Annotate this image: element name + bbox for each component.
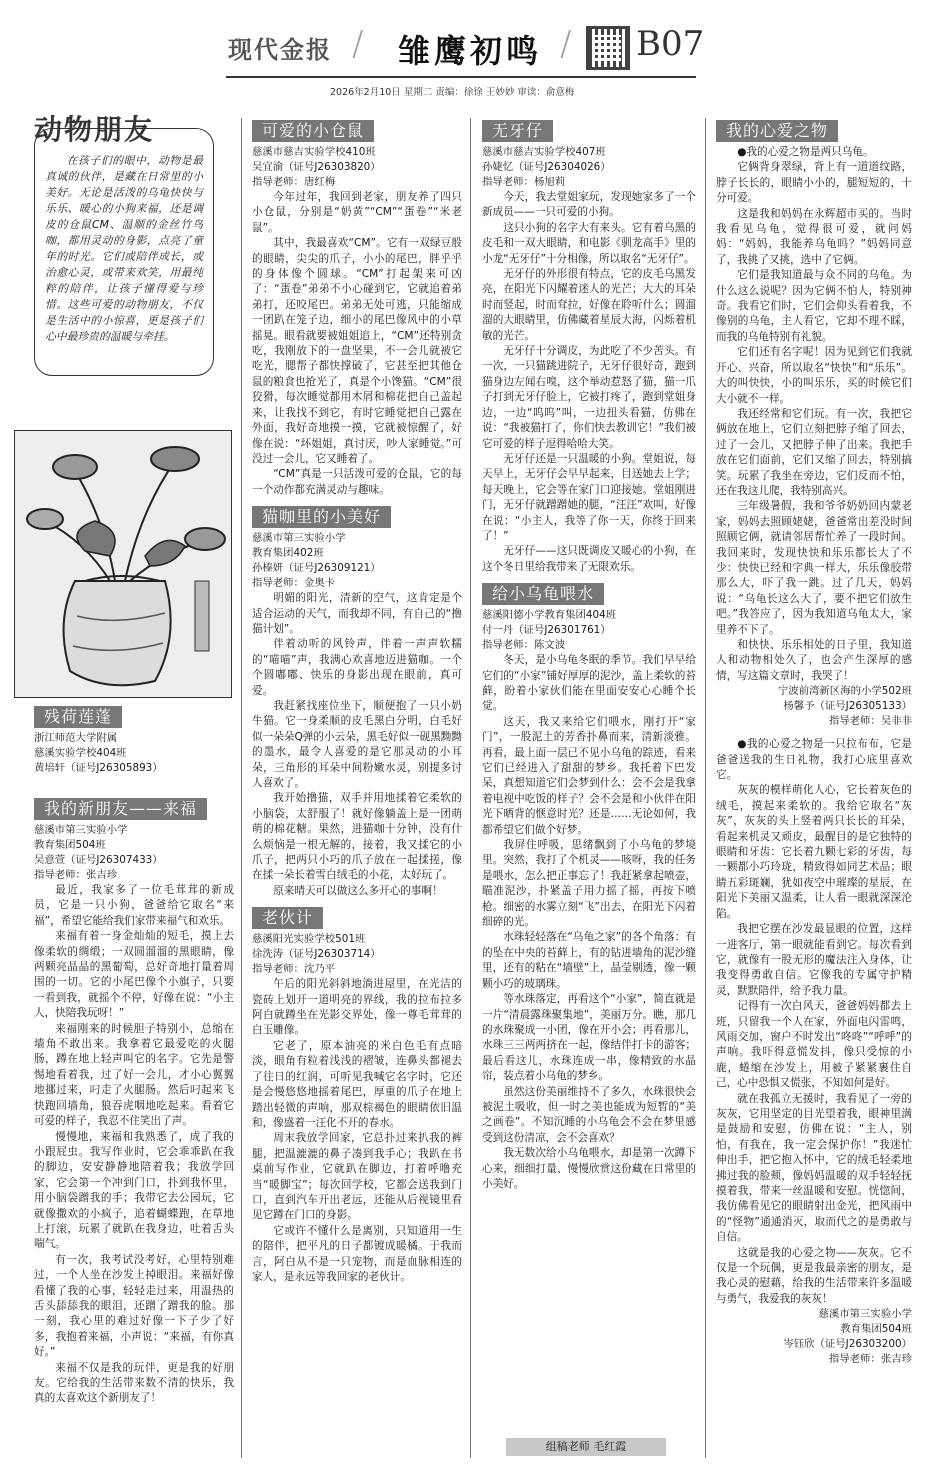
article-paragraph: 来福不仅是我的玩伴，更是我的好朋友。它给我的生活带来数不清的快乐，我真的太喜欢这个新朋友了！ <box>34 1361 234 1405</box>
article-school: 慈溪阳光实验学校501班 <box>252 933 366 946</box>
article-author: 吴意萱（证号J26307433） <box>34 854 163 866</box>
column-divider <box>705 118 706 1458</box>
article-paragraph: 周末我放学回家，它总扑过来扒我的裤腿，把温漉漉的鼻子凑到我手心；我趴在书桌前写作业，它就趴在脚边，打着呼噜充当“暖脚宝”；每次回学校，它都会送我到门口，直到汽车开出老远，还能从后视镜里看见它蹲在门口的身影。 <box>252 1132 462 1222</box>
article-paragraph: ●我的心爱之物是两只乌龟。 <box>737 146 874 158</box>
article-paragraph: 就在我孤立无援时，我看见了一旁的灰灰，它用坚定的目光望着我，眼神里满是鼓励和安慰，仿佛在说：“主人，别怕，有我在，我一定会保护你！”我迷忙伸出手，把它抱入怀中，它的绒毛轻柔地拂过我的脸颊，像妈妈温暖的双手轻轻抚摸着我，带来一丝温暖和安慰。恍惚间，我仿佛看见它的眼睛射出金光，把风雨中的“怪物”通通消灭，取而代之的是勇敢与自信。 <box>716 1092 912 1244</box>
article-title-tag: 我的新朋友——来福 <box>34 798 207 820</box>
article-toothless <box>482 116 696 1192</box>
article-author: 杨馨予（证号J26305133） <box>783 700 912 713</box>
article-paragraph: 午后的阳光斜斜地淌进屋里，在光洁的瓷砖上划开一道明亮的界线，我的拉布拉多阿白就蹲坐在光影交界处，像一尊毛茸茸的白玉雕像。 <box>252 978 462 1037</box>
article-paragraph: 无牙仔——这只既调皮又暖心的小狗，在这个冬日里给我带来了无限欢乐。 <box>482 545 696 573</box>
article-teacher: 指导老师：杨旭莉 <box>482 176 566 188</box>
article-paragraph: 水珠轻轻落在“乌龟之家”的各个角落：有的坠在中央的苔藓上，有的钻进墙角的泥沙缝里，还有的粘在“墙壁”上，晶莹剔透，像一颗颗小巧的玻璃珠。 <box>482 931 696 990</box>
article-paragraph: 原来晴天可以做这么多开心的事啊！ <box>273 884 443 897</box>
feature-title: 动物朋友 <box>34 113 155 146</box>
qr-code-icon[interactable] <box>586 26 630 70</box>
article-author: 吴宜渝（证号J26303820） <box>252 161 381 173</box>
header-rule <box>226 76 696 78</box>
article-paragraph: 慢慢地，来福和我熟悉了，成了我的小跟屁虫。我写作业时，它会乖乖趴在我的脚边，安安静静地陪着我；我放学回家，它会第一个冲到门口，扑到我怀里，用小脑袋蹭我的手；我带它去公园玩，它就像撒欢的小疯子，追着蝴蝶跑，在草地上打滚，玩累了就趴在我身边，吐着舌头喘气。 <box>34 1130 234 1251</box>
editor-credit: 组稿老师 毛红霞 <box>506 1438 666 1456</box>
article-paragraph: “CM”真是一只活泼可爱的仓鼠，它的每一个动作都充满灵动与趣味。 <box>252 468 462 496</box>
article-paragraph: 我屏住呼吸，思绪飘到了小乌龟的梦境里。突然，我打了个机灵——咳呀，我的任务是喂水，怎么把正事忘了！我赶紧拿起喷壶，瞄准泥沙，扑紧盖子用力摇了摇，再按下喷枪。细密的水雾立刻“飞”出去，在阳光下闪着细碎的光。 <box>482 839 696 929</box>
article-author: 岑钰欣（证号J26303200） <box>783 1338 912 1351</box>
article-author: 付一丹（证号J26301761） <box>482 624 611 637</box>
newspaper-brand: 现代金报 <box>228 36 332 64</box>
article-school: 慈溪市慈吉实验学校410班 <box>252 146 376 158</box>
painting-school: 浙江师范大学附属 <box>34 732 118 744</box>
article-author: 徐洗涛（证号J26303714） <box>252 948 381 961</box>
column-divider <box>470 118 471 1458</box>
article-paragraph: 它或许不懂什么是离别，只知道用一生的陪伴，把平凡的日子都镀成暖橘。于我而言，阿白从不是一只宠物，而是血脉相连的家人，是永远等我回家的老伙计。 <box>252 1224 462 1283</box>
article-paragraph: 今天，我去堂姐家玩，发现她家多了一个新成员——一只可爱的小狗。 <box>482 191 696 219</box>
article-school: 慈溪阳德小学教育集团404班 <box>482 609 617 622</box>
article-paragraph: 冬天，是小乌龟冬眠的季节。我们早早给它们的“小家”铺好厚厚的泥沙，盖上柔软的苔藓，盼着小家伙们能在里面安安心心睡个长觉。 <box>482 654 696 713</box>
dateline: 2026年2月10日 星期二 责编：徐徐 王妙妙 审读：俞意梅 <box>330 87 575 98</box>
article-paragraph: 和快快、乐乐相处的日子里，我知道人和动物相处久了，也会产生深厚的感情，写这篇文章时，我哭了！ <box>716 639 912 682</box>
article-school: 慈溪市第三实验小学 <box>34 824 128 836</box>
article-teacher: 指导老师：唐红梅 <box>252 176 336 188</box>
article-title-tag: 我的心爱之物 <box>716 120 838 142</box>
article-author: 孙榛妍（证号J26309121） <box>252 562 381 575</box>
article-paragraph: 我无数次给小乌龟喂水，却是第一次蹲下心来，细细打量、慢慢欣赏这份藏在日常里的小美好。 <box>482 1147 696 1190</box>
article-school: 慈溪市慈吉实验学校407班 <box>482 146 606 158</box>
article-paragraph: 无牙仔十分调皮，为此吃了不少苦头。有一次，一只猫跳进院子，无牙仔很好奇，跑到猫身边左闻右嗅，这个举动惹怒了猫，猫一爪子打到无牙仔脸上，它被打疼了，跑到堂姐身边，一边“呜呜”叫，一边扭头看猫，仿佛在说：“我被猫打了，你们快去教训它！”我们被它可爱的样子逗得哈哈大笑。 <box>482 345 696 450</box>
article-paragraph: 虽然这份美丽维持不了多久，水珠很快会被泥土吸收，但一时之美也能成为短暂的“美之画卷”。不知沉睡的小乌龟会不会在梦里感受到这份清凉，会不会喜欢？ <box>482 1085 696 1144</box>
article-hamster <box>252 116 462 1285</box>
painting-class: 慈溪实验学校404班 <box>34 747 127 759</box>
article-paragraph: 三年级暑假，我和爷爷奶奶回内蒙老家，妈妈去照顾姥姥，爸爸常出差没时间照顾它俩，就请邻居帮忙养了一段时间。我回来时，发现快快和乐乐都长大了不少：快快已经和字典一样大，乐乐像胶带那么大，吓了我一跳。过了几天，妈妈说：“乌龟长这么大了，要不把它们放生吧。”我答应了，因为我知道乌龟太大，家里养不下了。 <box>716 500 912 636</box>
section-title: 雏鹰初鸣 <box>398 32 543 70</box>
article-paragraph: 有一次，我考试没考好，心里特别难过，一个人坐在沙发上掉眼泪。来福好像看懂了我的心事，轻轻走过来，用温热的舌头舔舔我的眼泪，还蹭了蹭我的脸。那一刻，我心里的难过好像一下子少了好多，我抱着来福，小声说：“来福，有你真好。” <box>34 1253 234 1359</box>
article-class: 教育集团504班 <box>840 1323 912 1336</box>
article-teacher: 指导老师：张吉珍 <box>34 869 118 881</box>
article-paragraph: 它们是我知道最与众不同的乌龟。为什么这么说呢？因为它俩不怕人，特别神奇。我看它们时，它们会仰头看着我，不像别的乌龟，主人看它，它却不理不睬，而我的乌龟特别有礼貌。 <box>716 269 912 343</box>
article-title-tag: 猫咖里的小美好 <box>252 506 391 528</box>
divider-slash: / <box>352 24 364 64</box>
article-paragraph: 灰灰的模样萌化人心，它长着灰色的绒毛，摸起来柔软的。我给它取名“灰灰”，灰灰的头上竖着两只长长的耳朵，看起来机灵又顽皮，最醒目的是它独特的眼睛和牙齿：它长着九颗七彩的牙齿，每一颗都小巧玲珑，精致得如同艺术品；眼睛五彩斑斓，犹如夜空中璀璨的星辰，在阳光下美丽又温柔，让人看一眼就深深沦陷。 <box>716 784 912 920</box>
article-paragraph: 明媚的阳光，清新的空气，这肯定是个适合运动的天气，而我却不同，有自己的“撸猫计划”。 <box>252 592 462 635</box>
article-class: 教育集团504班 <box>34 839 106 851</box>
column-divider <box>241 118 242 1458</box>
article-paragraph: 来福刚来的时候胆子特别小，总缩在墙角不敢出来。我拿着它最爱吃的火腿肠，蹲在地上轻声叫它的名字。它先是警惕地看着我，过了好一会儿，才小心翼翼地挪过来，叼走了火腿肠。然后叼起来飞快跑回墙角，狼吞虎咽地吃起来。看着它可爱的样子，我忍不住笑出了声。 <box>34 1022 234 1128</box>
article-paragraph: 等水珠落定，再看这个“小家”，简直就是一片“清晨露珠聚集地”，美丽万分。瞧，那几的水珠聚成一小团，像在开小会；再看那儿，水珠三三两两挤在一起，像结伴打卡的游客；最后看这儿，水珠连成一串，像精致的水晶帘，装点着小乌龟的梦乡。 <box>482 993 696 1083</box>
feature-intro: 在孩子们的眼中，动物是最真诚的伙伴，是藏在日常里的小美好。无论是活泼的乌龟快快与乐乐、暖心的小狗来福，还是调皮的仓鼠CM、温顺的金丝竹鸟咖，都用灵动的身影，点亮了童年的时光。它们或陪伴成长，或治愈心灵，或带来欢笑，用最纯粹的陪伴，让孩子懂得爱与珍惜。这些可爱的动物朋友，不仅是生活中的小惊喜，更是孩子们心中最珍贵的温暖与牵挂。 <box>34 128 214 376</box>
article-paragraph: ●我的心爱之物是一只拉布布，它是爸爸送我的生日礼物，我打心底里喜欢它。 <box>716 738 912 782</box>
article-paragraph: 我还经常和它们玩。有一次，我把它俩放在地上，它们立刻把脖子缩了回去，过了一会儿，又把脖子伸了出来。我把手放在它们面前，它们又缩了回去，特别搞笑。玩累了我坐在旁边，它们反而不怕，还在我这儿爬，我特别高兴。 <box>716 407 912 497</box>
article-beloved-things <box>716 116 912 1367</box>
article-paragraph: 今年过年，我回到老家，朋友养了四只小仓鼠，分别是“奶黄”“CM”“蛋卷”“米老鼠”。 <box>252 191 462 234</box>
article-paragraph: 这就是我的心爱之物——灰灰。它不仅是一个玩偶，更是我最亲密的朋友，是我心灵的慰藉，给我的生活带来许多温暖与勇气，我爱我的灰灰！ <box>716 1246 912 1305</box>
article-paragraph: 这只小狗的名字大有来头。它有着乌黑的皮毛和一双大眼睛，和电影《驯龙高手》里的小龙“无牙仔”十分相像，所以取名“无牙仔”。 <box>482 221 696 265</box>
page-header <box>0 0 934 100</box>
article-teacher: 指导老师：陈文波 <box>482 639 566 652</box>
article-teacher: 指导老师：张吉珍 <box>828 1353 912 1366</box>
article-title-tag: 给小乌龟喂水 <box>482 583 604 605</box>
lotus-painting <box>14 430 232 698</box>
article-paragraph: 来福有着一身金灿灿的短毛，摸上去像柔软的绸缎；一双圆溜溜的黑眼睛，像两颗亮晶晶的黑葡萄，总好奇地打量着周围的一切。它的小尾巴像个小旗子，只要一看到我，就摇个不停，好像在说：“小主人，快陪我玩呀！” <box>34 930 234 1020</box>
article-paragraph: 它俩背身翠绿，背上有一道道纹路，脖子长长的，眼睛小小的，腿短短的，十分可爱。 <box>716 161 912 205</box>
article-class: 教育集团402班 <box>252 547 324 560</box>
article-paragraph: 这天，我又来给它们喂水，刚打开“家门”，一股泥土的芳香扑鼻而来，清新淡雅。再看，最上面一层已不见小乌龟的踪迹，看来它们已经进入了甜甜的梦乡。我托着下巴发呆，真想知道它们会梦到什么：会不会是我拿着电视中吃饭的样子？会不会是和小伙伴在阳光下晒背的惬意时光？还是……无论如何，我都希望它们做个好梦。 <box>482 715 696 836</box>
article-school: 宁波前湾新区海的小学502班 <box>777 685 912 698</box>
article-paragraph: 我赶紧找座位坐下，顺便抱了一只小奶牛猫。它一身柔顺的皮毛黑白分明，白毛好似一朵朵Q弹的小云朵，黑毛好似一砚黑黝黝的墨水，最令人喜爱的是它那灵动的小耳朵，三角形的耳朵中间粉嫩水灵，别提多讨人喜欢了。 <box>252 699 462 789</box>
article-paragraph: 我把它摆在沙发最显眼的位置，这样一进客厅，第一眼就能看到它。每次看到它，就像有一股无形的魔法注入身体，让我变得勇敢自信。它像我的专属守护精灵，默默陪伴，给予我力量。 <box>716 923 912 997</box>
article-school: 慈溪市第三实验小学 <box>818 1308 912 1321</box>
article-paragraph: 记得有一次白风天，爸爸妈妈都去上班，只留我一个人在家，外面电闪雷鸣，风雨交加，窗户不时发出“咚咚”“呼呼”的声响。我吓得意慌发抖，像只受惊的小鹿，蜷缩在沙发上，用被子紧紧裹住自己，心中恐惧又慌张，不知如何是好。 <box>716 1000 912 1090</box>
article-paragraph: 它们还有名字呢！因为见到它们我就开心、兴奋，所以取名“快快”和“乐乐”。大的叫快快，小的叫乐乐，买的时候它们大小就不一样。 <box>716 346 912 405</box>
painting-caption <box>34 702 234 776</box>
divider-slash: / <box>560 24 572 64</box>
article-paragraph: 我开始撸猫，双手并用地揉着它柔软的小脑袋，太舒服了！就好像躺盖上是一团萌萌的棉花糖。果然，进猫咖十分钟，没有什么烦恼是一根无解的，接着，我又揉它的小爪子，把两只小巧的爪子放在一起揉搓，像在揉一朵长着雪白绒毛的小花，太好玩了。 <box>252 792 462 882</box>
page-number: B07 <box>636 24 705 64</box>
article-paragraph: 这是我和妈妈在永辉超市买的。当时我看见乌龟，觉得很可爱，就问妈妈：“妈妈，我能养乌龟吗？”妈妈同意了，我挑了又挑，选中了它俩。 <box>716 207 912 266</box>
article-title-tag: 可爱的小仓鼠 <box>252 120 374 142</box>
lotus-vase-illustration <box>15 431 232 698</box>
article-paragraph: 最近，我家多了一位毛茸茸的新成员，它是一只小狗，爸爸给它取名“来福”，希望它能给我们家带来福气和欢乐。 <box>34 884 234 927</box>
article-title-tag: 老伙计 <box>252 907 323 929</box>
article-teacher: 指导老师：吴非非 <box>828 715 912 728</box>
article-paragraph: 无牙仔的外形很有特点，它的皮毛乌黑发亮，在阳光下闪耀着迷人的光芒；大大的耳朵时而竖起，时而耷拉，好像在聆听什么；圆溜溜的大眼睛里，仿佛藏着星辰大海，闪烁着机敏的光芒。 <box>482 268 696 342</box>
article-paragraph: 无牙仔还是一只温暖的小狗。堂姐说，每天早上，无牙仔会早早起来，目送她去上学；每天晚上，它会等在家门口迎接她。堂姐刚进门，无牙仔就蹭蹭她的腿，“汪汪”欢叫，好像在说：“小主人，我等了你一天，你终于回来了！” <box>482 452 696 542</box>
article-title-tag: 无牙仔 <box>482 120 553 142</box>
article-author: 孙婕忆（证号J26304026） <box>482 161 611 173</box>
article-paragraph: 其中，我最喜欢“CM”。它有一双绿豆般的眼睛，尖尖的爪子，小小的尾巴，胖乎乎的身体像个圆球。“CM”打起架来可凶了：“蛋卷”弟弟不小心碰到它，它就追着弟弟打，还咬尾巴。弟弟无处可逃，只能缩成一团趴在笼子边，细小的尾巴像风中的小草摇晃。眼看就要被姐姐追上，“CM”还特别贪吃，我刚放下的一盘坚果，不一会儿就被它吃光，腮帮子都快撑破了，它甚至把其他仓鼠的粮食也抢光了，真是个小馋猫。“CM”很狡猾，每次睡觉都用木屑和棉花把自己盖起来，让我找不到它，有时它睡觉把自己露在外面，我好奇地摸一摸，它就被惊醒了，好像在说：“坏姐姐，真讨厌，吵人家睡觉。”可没过一会儿，它又睡着了。 <box>252 237 462 465</box>
article-new-friend <box>34 794 234 1407</box>
article-teacher: 指导老师：金奥卡 <box>252 577 336 590</box>
painting-title-tag: 残荷莲蓬 <box>34 706 122 728</box>
article-school: 慈溪市第三实验小学 <box>252 532 346 545</box>
article-paragraph: 它老了，原本油亮的米白色毛有点暗淡，眼角有粒着浅浅的褶皱，连鼻头都褪去了往日的红润，可听见我喊它名字时，它还是会慢悠悠地摇着尾巴，厚重的爪子在地上踏出轻微的声响，那双棕褐色的眼睛依旧温和，像盛着一汪化不开的春水。 <box>252 1039 462 1129</box>
article-teacher: 指导老师：沈乃平 <box>252 963 336 976</box>
painting-author: 黄培轩（证号J26305893） <box>34 762 163 774</box>
article-paragraph: 伴着动听的风铃声，伴着一声声软糯的“喵喵”声，我满心欢喜地迈进猫咖。一个个圆嘟嘟、快乐的身影出现在眼前，真可爱。 <box>252 638 462 697</box>
